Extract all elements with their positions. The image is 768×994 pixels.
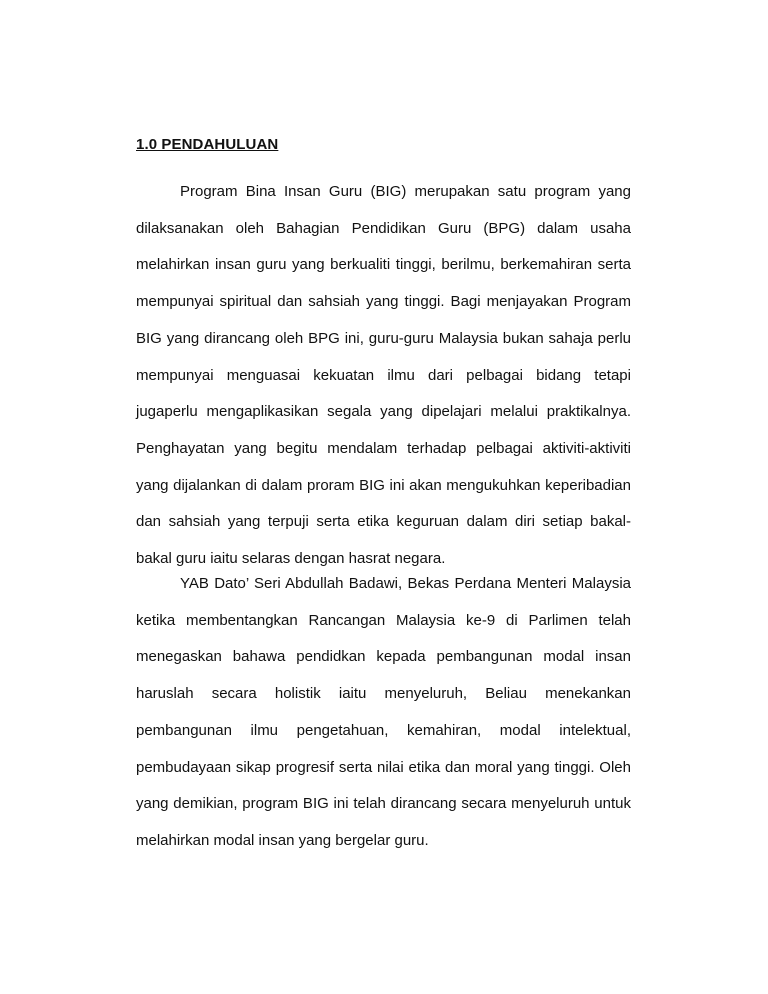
section-heading: 1.0 PENDAHULUAN [136, 136, 279, 153]
paragraph-1: Program Bina Insan Guru (BIG) merupakan satu program yang dilaksanakan oleh Bahagian Pendidikan Guru (BPG) dalam usaha melahirkan insan guru yang berkualiti tinggi, berilmu, berkemahiran serta mempunyai spiritual dan sahsiah yang tinggi. Bagi menjayakan Program BIG yang dirancang oleh BPG ini, guru-guru Malaysia bukan sahaja perlu mempunyai menguasai kekuatan ilmu dari pelbagai bidang tetapi jugaperlu mengaplikasikan segala yang dipelajari melalui praktikalnya. Penghayatan yang begitu mendalam terhadap pelbagai aktiviti-aktiviti yang dijalankan di dalam proram BIG ini akan mengukuhkan keperibadian dan sahsiah yang terpuji serta etika keguruan dalam diri setiap bakal-bakal guru iaitu selaras dengan hasrat negara. [136, 183, 631, 568]
paragraph-2: YAB Dato’ Seri Abdullah Badawi, Bekas Perdana Menteri Malaysia ketika membentangkan Rancangan Malaysia ke-9 di Parlimen telah menegaskan bahawa pendidkan kepada pembangunan modal insan haruslah secara holistik iaitu menyeluruh, Beliau menekankan pembangunan ilmu pengetahuan, kemahiran, modal intelektual, pembudayaan sikap progresif serta nilai etika dan moral yang tinggi. Oleh yang demikian, program BIG ini telah dirancang secara menyeluruh untuk melahirkan modal insan yang bergelar guru. [136, 575, 631, 849]
